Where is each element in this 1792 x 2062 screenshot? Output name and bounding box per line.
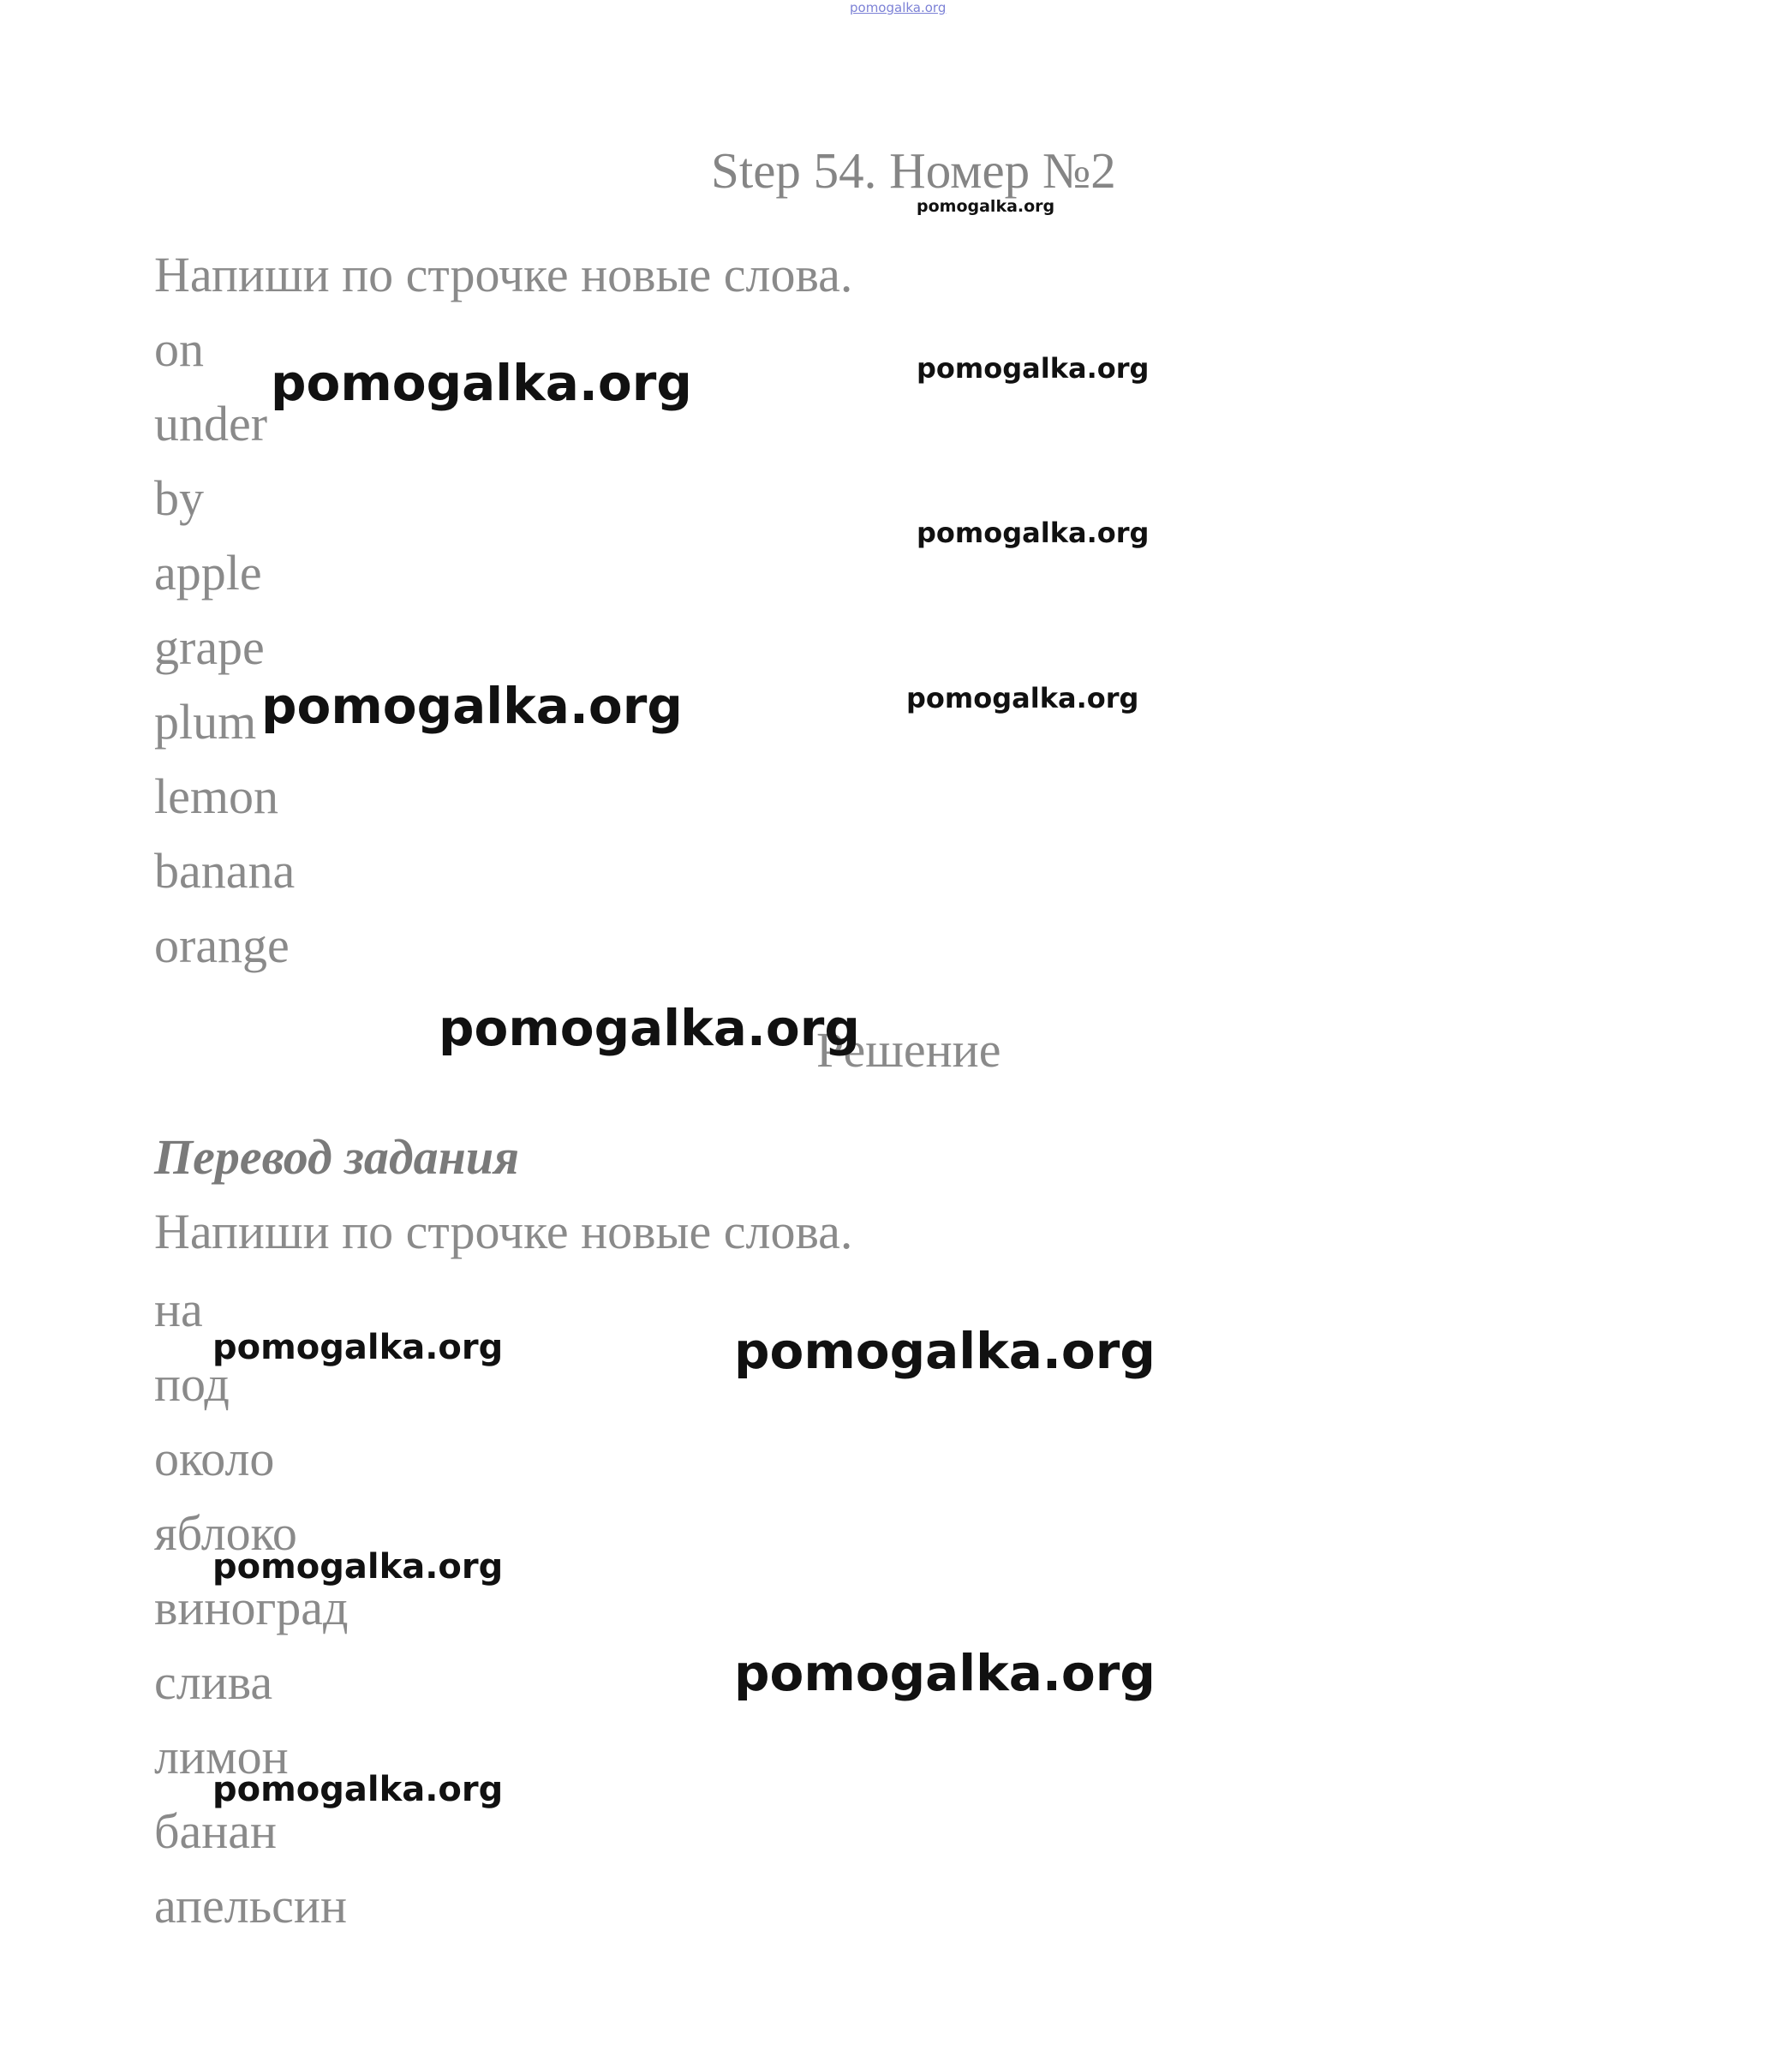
translation-word: слива <box>154 1654 273 1710</box>
task-word: lemon <box>154 768 278 824</box>
task-word: on <box>154 321 204 377</box>
translation-instruction: Напиши по строчке новые слова. <box>154 1204 853 1259</box>
translation-word: апельсин <box>154 1878 347 1933</box>
watermark: pomogalka.org <box>734 1644 1156 1702</box>
task-instruction: Напиши по строчке новые слова. <box>154 247 853 302</box>
task-word: plum <box>154 694 257 750</box>
translation-word: яблоко <box>154 1505 297 1561</box>
task-word: banana <box>154 843 296 899</box>
task-word: by <box>154 470 204 526</box>
watermark: pomogalka.org <box>734 1322 1156 1380</box>
translation-heading: Перевод задания <box>154 1129 519 1185</box>
translation-word: около <box>154 1431 275 1486</box>
task-word: orange <box>154 917 290 973</box>
watermark: pomogalka.org <box>906 682 1139 714</box>
watermark: pomogalka.org <box>917 197 1055 216</box>
watermark: pomogalka.org <box>212 1328 504 1367</box>
watermark: pomogalka.org <box>917 517 1150 549</box>
task-word: under <box>154 396 268 451</box>
translation-word: лимон <box>154 1729 289 1784</box>
translation-word: банан <box>154 1803 278 1859</box>
solution-label: Решение <box>816 1022 1001 1078</box>
task-word: apple <box>154 545 262 601</box>
watermark: pomogalka.org <box>917 352 1150 385</box>
translation-word: под <box>154 1356 230 1412</box>
translation-word: на <box>154 1282 203 1337</box>
watermark: pomogalka.org <box>439 999 860 1057</box>
top-source-watermark[interactable]: pomogalka.org <box>850 0 947 15</box>
task-word: grape <box>154 619 265 675</box>
page-title: Step 54. Номер №2 <box>711 142 1116 199</box>
watermark: pomogalka.org <box>212 1770 504 1809</box>
translation-word: виноград <box>154 1580 349 1635</box>
watermark: pomogalka.org <box>271 354 692 412</box>
watermark: pomogalka.org <box>212 1547 504 1587</box>
watermark: pomogalka.org <box>261 677 683 735</box>
